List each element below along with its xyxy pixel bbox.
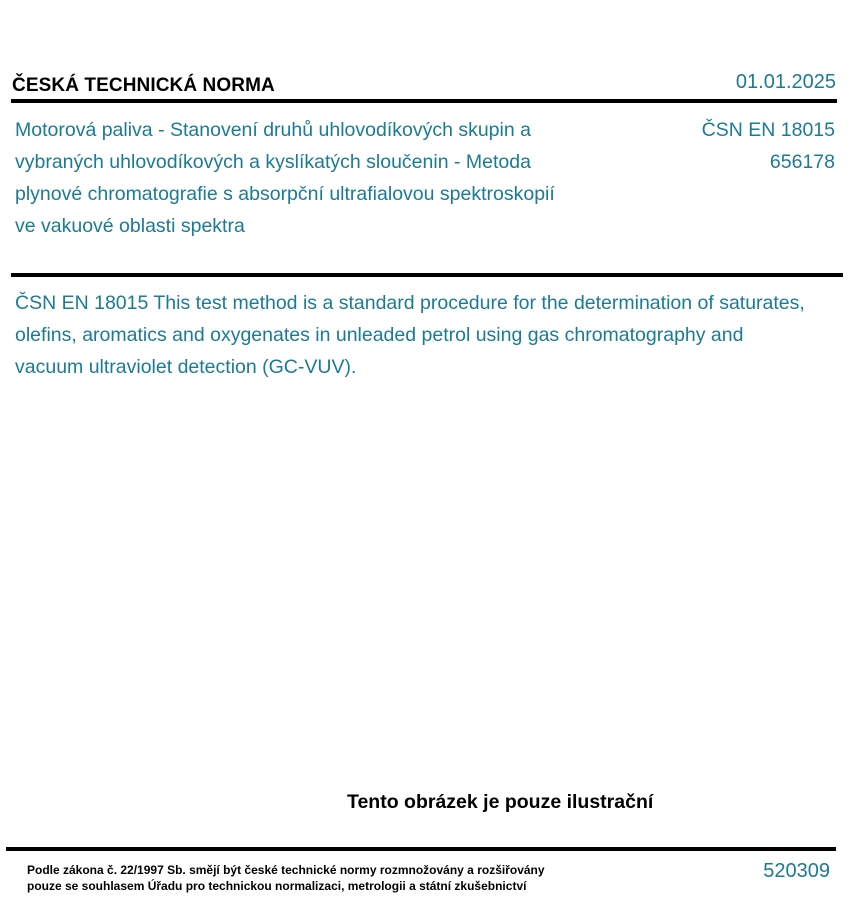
standard-number: ČSN EN 18015	[701, 119, 835, 141]
standard-title: Motorová paliva - Stanovení druhů uhlovodíkových skupin a vybraných uhlovodíkových a kyslíkatých sloučenin - Metoda plynové chromatografie s absorpční ultrafialovou spektroskopií ve vakuové oblasti spektra	[15, 119, 555, 237]
catalog-code: 520309	[763, 860, 830, 882]
title-divider	[11, 273, 843, 277]
illustration-note: Tento obrázek je pouze ilustrační	[347, 791, 654, 813]
classification-code: 656178	[769, 151, 835, 173]
legal-notice-line: Podle zákona č. 22/1997 Sb. smějí být české technické normy rozmnožovány a rozšiřovány	[27, 863, 545, 877]
document-type-heading: ČESKÁ TECHNICKÁ NORMA	[12, 75, 275, 96]
legal-notice-line: pouze se souhlasem Úřadu pro technickou normalizaci, metrologii a státní zkušebnictví	[27, 878, 527, 893]
publication-date: 01.01.2025	[735, 71, 836, 93]
footer-divider	[6, 847, 836, 851]
abstract-text: ČSN EN 18015 This test method is a standard procedure for the determination of saturates, olefins, aromatics and oxygenates in unleaded petrol using gas chromatography and vacuum ultraviolet detection (GC-VUV).	[15, 292, 805, 378]
legal-notice	[27, 863, 545, 894]
standard-number-block	[702, 114, 835, 178]
header-divider	[11, 99, 837, 103]
